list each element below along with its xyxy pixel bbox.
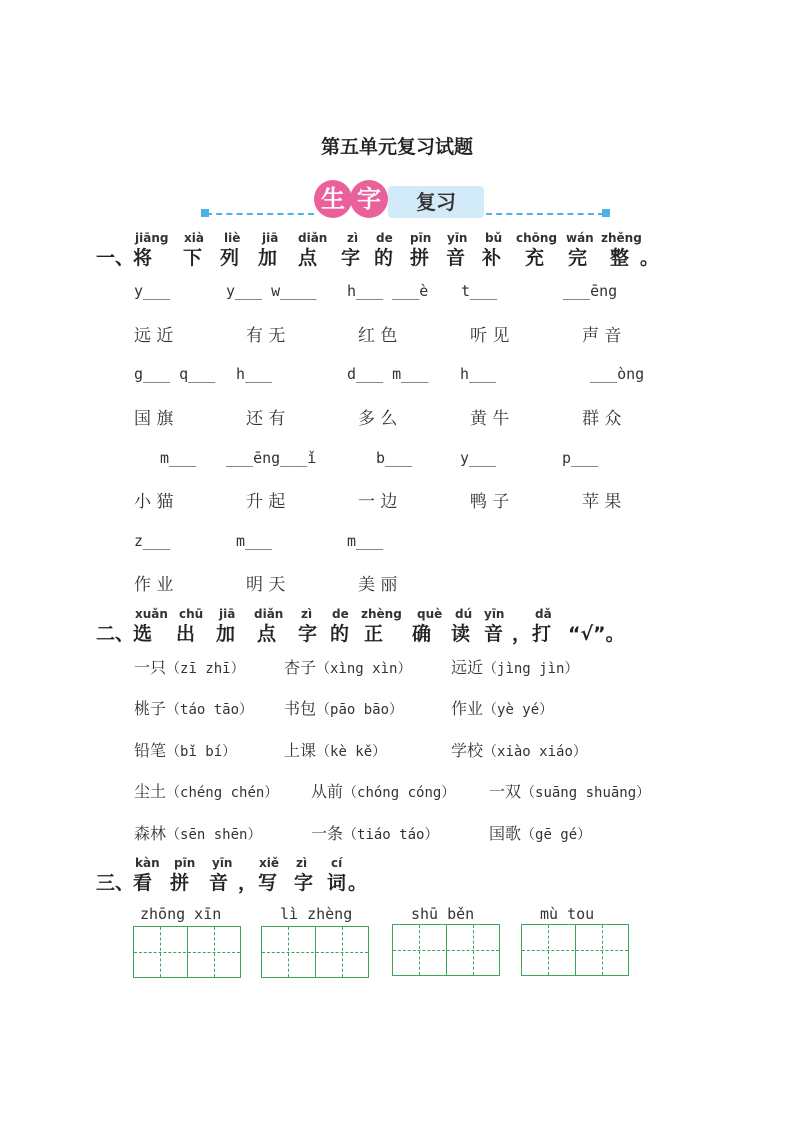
section2-char: 音 [484,623,504,645]
banner-char-sheng: 生 [314,180,352,218]
choice-item: 一条（tiáo táo） [311,824,439,843]
section1-pinyin: xià [184,231,204,245]
section3-number: 三、 [96,872,135,894]
word: 小 猫 [134,492,174,512]
section2-char: 读 [451,623,471,645]
section2-pinyin: xuǎn [135,607,168,621]
word-pinyin: zhōng xīn [140,905,222,923]
section2-pinyin: dú [455,607,473,621]
section1-char: 加 [258,247,278,269]
word: 远 近 [134,326,174,346]
fill-pinyin: d___ m___ [347,365,429,383]
choice-item: 尘土（chéng chén） [134,782,279,801]
section2-char: “√”。 [568,623,625,645]
choice-item: 桃子（táo tāo） [134,699,254,718]
banner-left-dash [206,213,314,215]
fill-pinyin: h___ [236,365,273,383]
section3-char: 看 [133,872,153,894]
word-pinyin: lì zhèng [280,905,353,923]
word: 听 见 [470,326,510,346]
section2-char: 确 [412,623,432,645]
section1-pinyin: bǔ [485,231,503,245]
fill-pinyin: z___ [134,532,171,550]
choice-item: 杏子（xìng xìn） [284,658,412,677]
section1-pinyin: jiāng [135,231,169,245]
section3-pinyin: cí [331,856,343,870]
section1-char: 点 [298,247,318,269]
word: 升 起 [246,492,286,512]
section3-char: 词 [327,872,347,894]
choice-item: 从前（chóng cóng） [311,782,456,801]
fill-pinyin: m___ [347,532,384,550]
section1-pinyin: diǎn [298,231,328,245]
word: 一 边 [358,492,398,512]
choice-item: 书包（pāo bāo） [284,699,404,718]
fill-pinyin: y___ [134,282,171,300]
section1-char: 的 [374,247,394,269]
section2-char: 的 [330,623,350,645]
section2-pinyin: què [417,607,443,621]
banner-right-dot [602,209,610,217]
section2-char: 选 [133,623,153,645]
word-pinyin: mù tou [540,905,595,923]
fill-pinyin: ___ēng [563,282,618,300]
section3-pinyin: zì [296,856,308,870]
section2-char: 点 [257,623,277,645]
word-pinyin: shū běn [411,905,475,923]
section2-pinyin: chū [179,607,204,621]
word: 国 旗 [134,409,174,429]
section3-char: 字 [294,872,314,894]
choice-item: 作业（yè yé） [451,699,554,718]
section3-pinyin: xiě [259,856,279,870]
fill-pinyin: t___ [461,282,498,300]
word: 还 有 [246,409,286,429]
fill-pinyin: h___ ___è [347,282,429,300]
fill-pinyin: y___ [460,449,497,467]
choice-item: 国歌（gē gé） [489,824,592,843]
banner-char-zi: 字 [350,180,388,218]
fill-pinyin: g___ q___ [134,365,216,383]
writing-grid[interactable] [133,926,241,978]
word: 美 丽 [358,575,398,595]
word: 红 色 [358,326,398,346]
section2-pinyin: jiā [219,607,236,621]
section3-char: 音 [209,872,229,894]
choice-item: 远近（jìng jìn） [451,658,579,677]
section2-pinyin: de [332,607,349,621]
section1-char: 列 [220,247,240,269]
choice-item: 铅笔（bǐ bí） [134,741,237,760]
choice-item: 一只（zī zhī） [134,658,245,677]
section2-pinyin: zhèng [361,607,402,621]
section1-pinyin: chōng [516,231,558,245]
choice-item: 学校（xiào xiáo） [451,741,587,760]
section1-char: 音 [446,247,466,269]
word: 作 业 [134,575,174,595]
section3-pinyin: kàn [135,856,160,870]
section3-char: 。 [348,872,368,894]
section3-char: 写 [258,872,278,894]
page-title: 第五单元复习试题 [320,136,473,158]
word: 有 无 [246,326,286,346]
word: 群 众 [582,409,622,429]
banner-left-dot [201,209,209,217]
section1-pinyin: zì [347,231,359,245]
section1-pinyin: liè [224,231,241,245]
choice-item: 上课（kè kě） [284,741,387,760]
section3-pinyin: pīn [174,856,196,870]
section1-char: 拼 [410,247,430,269]
fill-pinyin: y___ w____ [226,282,317,300]
section1-char: 完 [568,247,588,269]
fill-pinyin: m___ [236,532,273,550]
section2-char: 打 [532,623,552,645]
fill-pinyin: ___ēng___ǐ [226,449,317,467]
section1-char: 补 [482,247,502,269]
section2-pinyin: diǎn [254,607,284,621]
section2-pinyin: dǎ [535,607,552,621]
section2-pinyin: zì [301,607,313,621]
section2-pinyin: yīn [484,607,505,621]
section2-char: 加 [216,623,236,645]
section1-char: 整 [610,247,630,269]
banner-right-dash [486,213,604,215]
section1-char: 。 [640,247,660,269]
writing-grid[interactable] [261,926,369,978]
fill-pinyin: m___ [160,449,197,467]
choice-item: 一双（suāng shuāng） [489,782,651,801]
section2-number: 二、 [96,623,135,645]
section1-char: 字 [341,247,361,269]
section1-number: 一、 [96,247,135,269]
section3-pinyin: yīn [212,856,233,870]
section1-char: 将 [133,247,153,269]
section2-char: 字 [298,623,318,645]
fill-pinyin: h___ [460,365,497,383]
section1-pinyin: jiā [262,231,279,245]
word: 黄 牛 [470,409,510,429]
section1-char: 下 [183,247,203,269]
section1-pinyin: de [376,231,393,245]
fill-pinyin: p___ [562,449,599,467]
word: 多 么 [358,409,398,429]
section2-char: ， [512,623,532,645]
choice-item: 森林（sēn shēn） [134,824,262,843]
writing-grid[interactable] [392,924,500,976]
word: 苹 果 [582,492,622,512]
section1-pinyin: pīn [410,231,432,245]
section3-char: 拼 [170,872,190,894]
section2-char: 正 [364,623,384,645]
fill-pinyin: ___òng [590,365,645,383]
section3-char: ， [238,872,258,894]
fill-pinyin: b___ [376,449,413,467]
section2-char: 出 [176,623,196,645]
word: 鸭 子 [470,492,510,512]
banner-label: 复习 [388,186,484,218]
section1-pinyin: zhěng [601,231,642,245]
word: 明 天 [246,575,286,595]
section1-pinyin: yīn [447,231,468,245]
writing-grid[interactable] [521,924,629,976]
section1-pinyin: wán [566,231,594,245]
section1-char: 充 [525,247,545,269]
word: 声 音 [582,326,622,346]
